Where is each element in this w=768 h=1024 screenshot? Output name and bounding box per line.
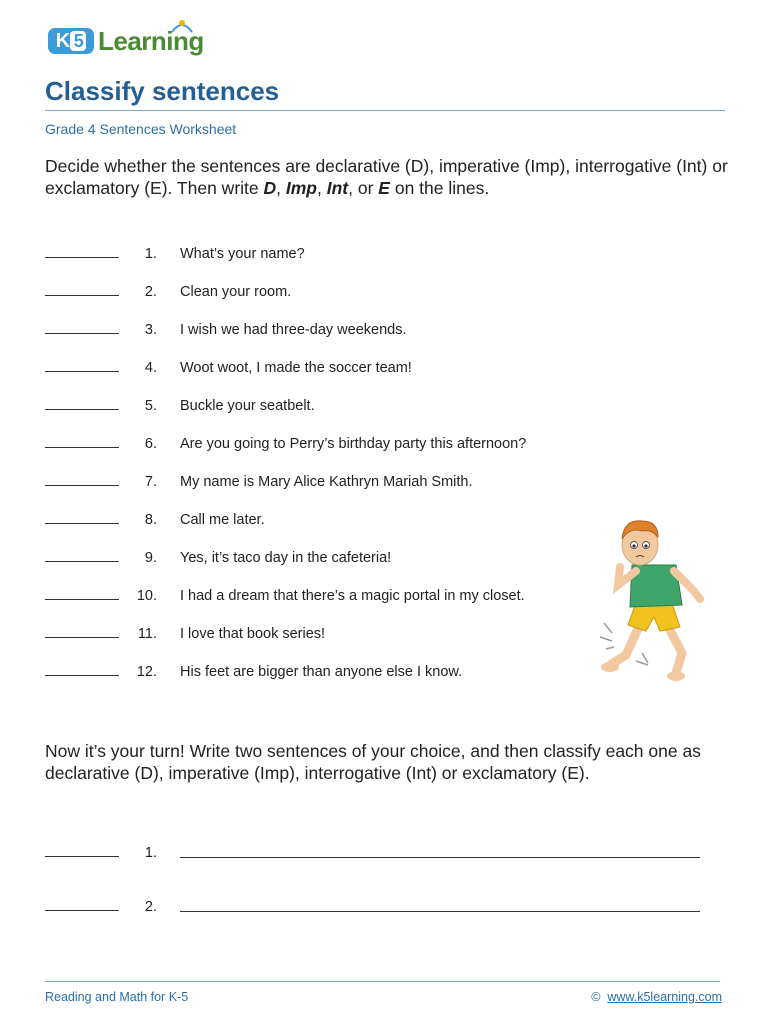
write-row-number: 2. (144, 899, 157, 915)
footer-tagline: Reading and Math for K-5 (45, 990, 189, 1004)
answer-blank[interactable] (45, 675, 119, 676)
instructions: Decide whether the sentences are declarative (D), imperative (Imp), interrogative (Int) or exclamatory (E). Then write D, Imp, Int, or E on the lines. (45, 156, 728, 198)
question-row (45, 547, 605, 569)
question-number: 7. (144, 474, 157, 490)
question-row (45, 433, 605, 455)
question-row (45, 471, 605, 493)
question-sentence: Are you going to Perry’s birthday party this afternoon? (180, 436, 527, 452)
question-sentence: Yes, it’s taco day in the cafeteria! (180, 550, 392, 566)
write-row-number: 1. (144, 845, 157, 861)
question-sentence: I had a dream that there’s a magic portal in my closet. (180, 588, 525, 604)
question-row (45, 319, 605, 341)
answer-blank[interactable] (45, 409, 119, 410)
question-row (45, 281, 605, 303)
question-sentence: Buckle your seatbelt. (180, 398, 315, 414)
question-number: 6. (144, 436, 157, 452)
question-row (45, 395, 605, 417)
question-number: 1. (144, 246, 157, 262)
answer-blank[interactable] (45, 333, 119, 334)
question-sentence: Call me later. (180, 512, 265, 528)
answer-blank[interactable] (45, 910, 119, 911)
answer-blank[interactable] (45, 523, 119, 524)
answer-blank[interactable] (45, 599, 119, 600)
question-sentence: I wish we had three-day weekends. (180, 322, 407, 338)
answer-blank[interactable] (45, 485, 119, 486)
question-sentence: Woot woot, I made the soccer team! (180, 360, 412, 376)
question-row (45, 585, 605, 607)
question-number: 3. (144, 322, 157, 338)
answer-blank[interactable] (45, 856, 119, 857)
boy-illustration (596, 515, 708, 687)
question-number: 10. (136, 588, 157, 604)
answer-blank[interactable] (45, 295, 119, 296)
question-row (45, 623, 605, 645)
question-number: 2. (144, 284, 157, 300)
question-row (45, 509, 605, 531)
k5-logo (48, 22, 218, 58)
logo-star-icon (168, 16, 196, 34)
write-row (45, 896, 705, 918)
question-number: 11. (137, 626, 157, 642)
answer-blank[interactable] (45, 561, 119, 562)
sentence-line[interactable] (180, 911, 700, 912)
title-divider (45, 110, 725, 111)
question-number: 9. (144, 550, 157, 566)
question-sentence: Clean your room. (180, 284, 292, 300)
question-number: 5. (144, 398, 157, 414)
question-number: 4. (144, 360, 157, 376)
footer-copyright (591, 990, 722, 1004)
question-sentence: His feet are bigger than anyone else I know. (180, 664, 463, 680)
question-number: 12. (136, 664, 157, 680)
logo-word: Learning (98, 26, 204, 56)
your-turn-instructions: Now it’s your turn! Write two sentences of your choice, and then classify each one as declarative (D), imperative (Imp), interrogative (Int) or exclamatory (E). (45, 741, 701, 783)
answer-blank[interactable] (45, 371, 119, 372)
answer-blank[interactable] (45, 447, 119, 448)
page-title: Classify sentences (45, 76, 280, 106)
answer-blank[interactable] (45, 637, 119, 638)
question-row (45, 357, 605, 379)
answer-blank[interactable] (45, 257, 119, 258)
question-row (45, 243, 605, 265)
copyright-symbol: © (591, 990, 601, 1004)
question-sentence: What’s your name? (180, 246, 305, 262)
footer-link[interactable]: www.k5learning.com (607, 990, 722, 1004)
question-number: 8. (144, 512, 157, 528)
worksheet-subtitle: Grade 4 Sentences Worksheet (45, 121, 237, 137)
footer-divider (45, 981, 720, 982)
sentence-line[interactable] (180, 857, 700, 858)
write-row (45, 842, 705, 864)
logo-badge: K 5 (48, 28, 94, 54)
question-sentence: My name is Mary Alice Kathryn Mariah Smith. (180, 474, 473, 490)
question-sentence: I love that book series! (180, 626, 326, 642)
question-row (45, 661, 605, 683)
